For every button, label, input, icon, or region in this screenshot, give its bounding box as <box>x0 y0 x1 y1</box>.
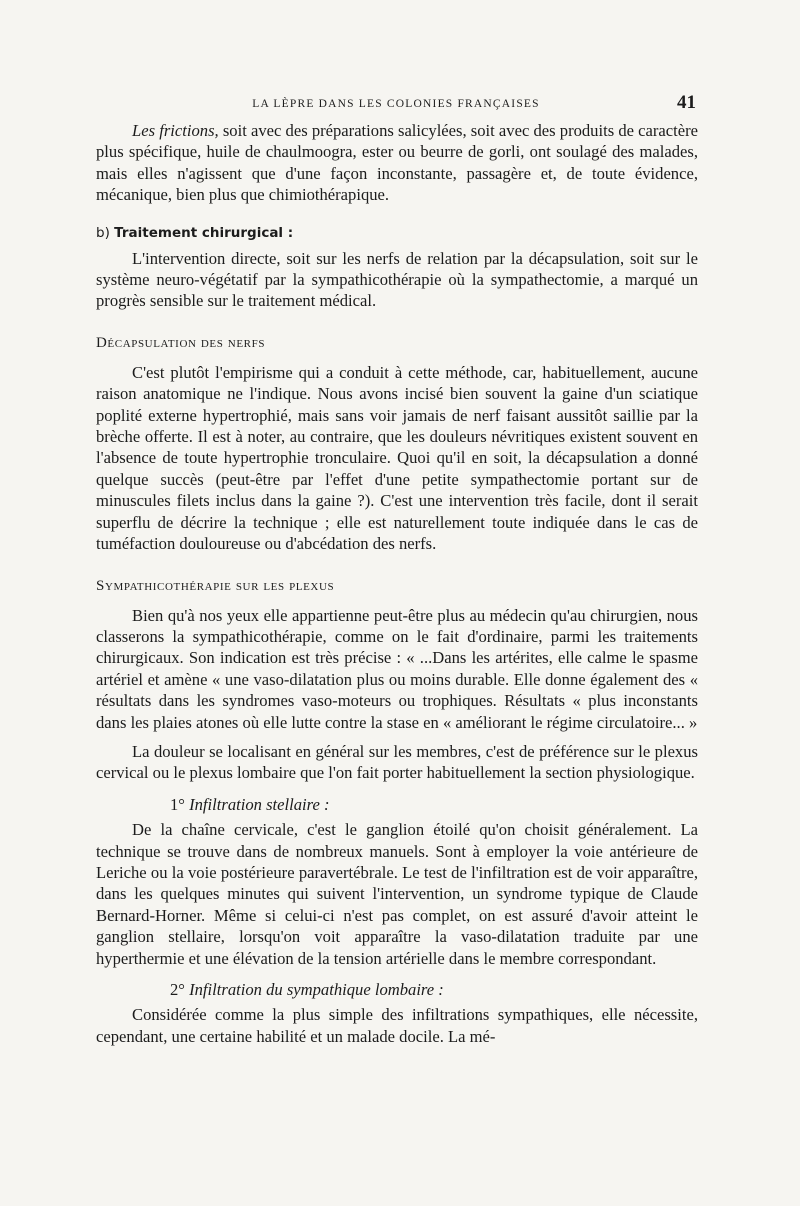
frictions-text: soit avec des préparations salicylées, soit avec des produits de caractère plus spécifique, huile de chaulmoogra, ester ou beurre de gorli, ont soulagé des malades, mais elles n'agissent que d'une façon inconstante, passagère et, de toute évidence, mécanique, bien plus que chimiothérapique. <box>96 121 698 205</box>
stellate-title: Infiltration stellaire : <box>189 794 330 814</box>
sympathicotherapy-heading: Sympathicothérapie sur les plexus <box>96 577 335 594</box>
stellate-paragraph: De la chaîne cervicale, c'est le ganglion étoilé qu'on choisit généralement. La technique se trouve dans de nombreux manuels. Sont à employer la voie antérieure de Leriche ou la voie postérieure paravertébrale. Le test de l'infiltration est de voir apparaître, dans les quelques minutes qui suivent l'intervention, un syndrome typique de Claude Bernard-Horner. Même si celui-ci n'est pas complet, on est assuré d'avoir atteint le ganglion stellaire, lorsqu'on voit apparaître la vaso-dilatation traduite par une hyperthermie et une élévation de la tension artérielle dans le membre correspondant. <box>96 820 698 968</box>
running-header <box>96 92 698 120</box>
surgical-treatment-heading <box>96 224 698 242</box>
frictions-label: Les frictions, <box>132 121 219 140</box>
lumbar-number: 2° <box>170 980 185 999</box>
surgical-letter: b) <box>96 224 110 241</box>
surgical-paragraph: L'intervention directe, soit sur les nerfs de relation par la décapsulation, soit sur le système neuro-végétatif par la sympathicothérapie où la sympathectomie, a marqué un progrès sensible sur le traitement médical. <box>96 248 698 311</box>
lumbar-paragraph: Considérée comme la plus simple des infiltrations sympathiques, elle nécessite, cependant, une certaine habilité et un malade docile. La mé- <box>96 1005 698 1046</box>
page-number: 41 <box>677 92 696 113</box>
decapsulation-heading: Décapsulation des nerfs <box>96 334 266 351</box>
document-page <box>96 92 698 1047</box>
running-title: LA LÈPRE DANS LES COLONIES FRANÇAISES <box>252 98 540 110</box>
lumbar-heading <box>96 979 698 1000</box>
stellate-number: 1° <box>170 794 185 814</box>
decapsulation-paragraph: C'est plutôt l'empirisme qui a conduit à cette méthode, car, habituellement, aucune raison anatomique ne l'indique. Nous avons incisé bien souvent la gaine d'un sciatique poplité externe hypertrophié, mais sans voir jamais de nerf faisant aussitôt saillie par la brèche offerte. Il est à noter, au contraire, que les douleurs névritiques existent souvent en l'absence de toute hypertrophie tronculaire. Quoi qu'il en soit, la décapsulation a donné quelque succès (peut-être par l'effet d'une petite sympathectomie portant sur de minuscules filets inclus dans la gaine ?). C'est une intervention très facile, dont il serait superflu de décrire la technique ; elle est naturellement toute indiquée dans le cas de tuméfaction douloureuse ou d'abcédation des nerfs. <box>96 362 698 554</box>
frictions-paragraph <box>96 120 698 206</box>
sympathicotherapy-paragraph-2: La douleur se localisant en général sur les membres, c'est de préférence sur le plexus cervical ou le plexus lombaire que l'on fait porter habituellement la section physiologique. <box>96 741 698 783</box>
stellate-heading <box>96 794 698 815</box>
lumbar-title: Infiltration du sympathique lombaire : <box>189 980 444 999</box>
surgical-title: Traitement chirurgical : <box>114 224 294 241</box>
sympathicotherapy-paragraph-1: Bien qu'à nos yeux elle appartienne peut-être plus au médecin qu'au chirurgien, nous classerons la sympathicothérapie, comme on le fait d'ordinaire, parmi les traitements chirurgicaux. Son indication est très précise : « ...Dans les artérites, elle calme le spasme artériel et amène « une vaso-dilatation plus ou moins durable. Elle donne également des « résultats dans les syndromes vaso-moteurs ou trophiques. Résultats « plus inconstants dans les plaies atones où elle lutte contre la stase en « améliorant le régime circulatoire... » <box>96 605 698 732</box>
